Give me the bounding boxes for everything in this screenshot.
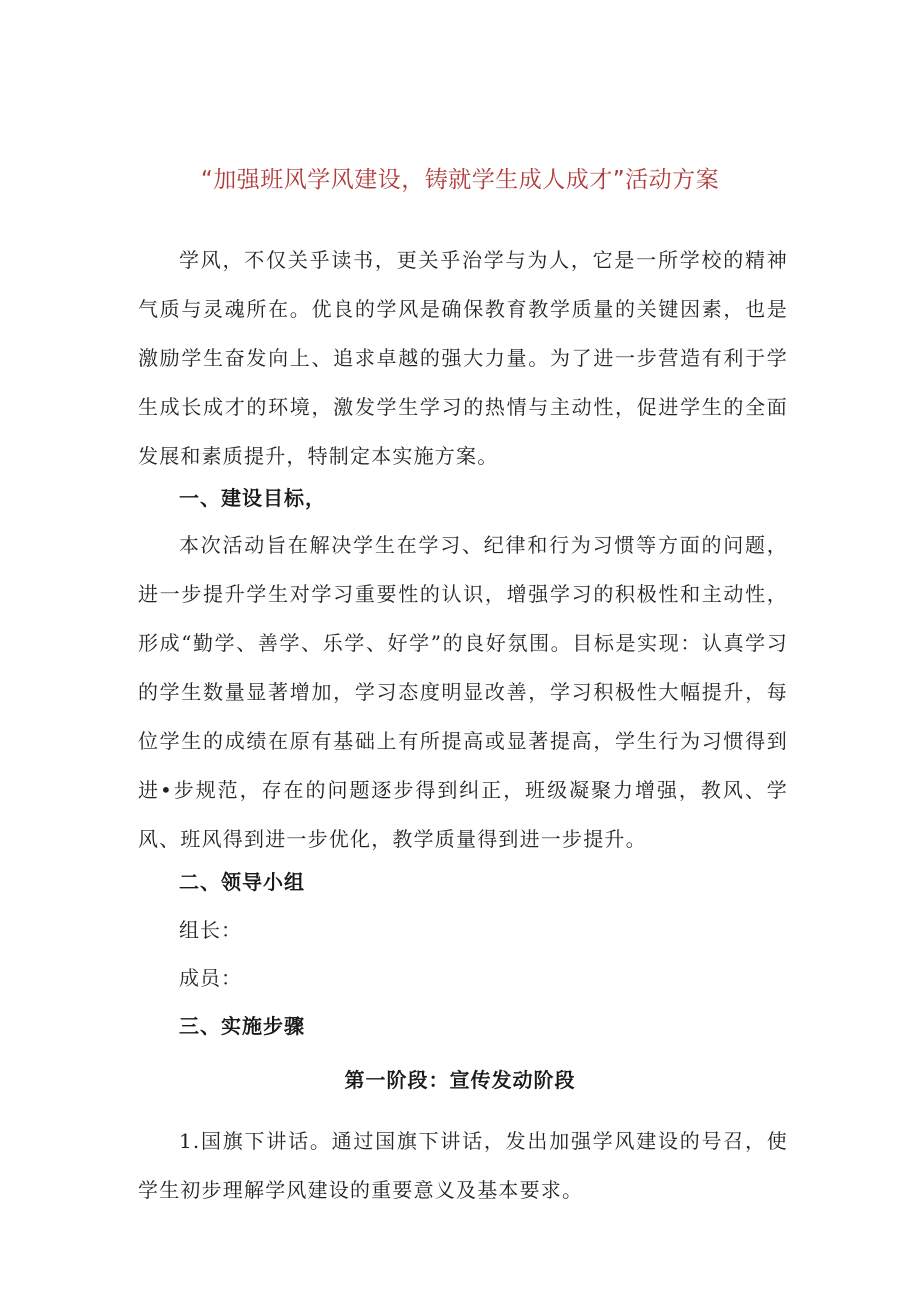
stage1-title: 第一阶段：宣传发动阶段 [344,1068,576,1092]
leader-label: 组长： [179,918,242,942]
members-label: 成员： [179,966,242,990]
intro-paragraph: 学风，不仅关乎读书，更关乎治学与为人，它是一所学校的精神气质与灵魂所在。优良的学风是确保教育教学质量的关键因素，也是激励学生奋发向上、追求卓越的强大力量。为了进一步营造有利于学生成长成才的环境，激发学生学习的热情与主动性，促进学生的全面发展和素质提升，特制定本实施方案。 [138,248,788,468]
section1-body: 本次活动旨在解决学生在学习、纪律和行为习惯等方面的问题，进一步提升学生对学习重要性的认识，增强学习的积极性和主动性，形成“勤学、善学、乐学、好学”的良好氛围。目标是实现：认真学习的学生数量显著增加，学习态度明显改善，学习积极性大幅提升，每位学生的成绩在原有基础上有所提高或显著提高，学生行为习惯得到进•步规范，存在的问题逐步得到纠正，班级凝聚力增强，教风、学风、班风得到进一步优化，教学质量得到进一步提升。 [138,533,788,851]
stage1-item1: 1.国旗下讲话。通过国旗下讲话，发出加强学风建设的号召，使学生初步理解学风建设的重要意义及基本要求。 [138,1129,788,1202]
document-title: “加强班风学风建设，铸就学生成人成才”活动方案 [200,167,720,193]
section2-heading: 二、领导小组 [179,870,305,894]
section3-heading: 三、实施步骤 [179,1014,305,1038]
section1-heading: 一、建设目标， [179,486,326,510]
